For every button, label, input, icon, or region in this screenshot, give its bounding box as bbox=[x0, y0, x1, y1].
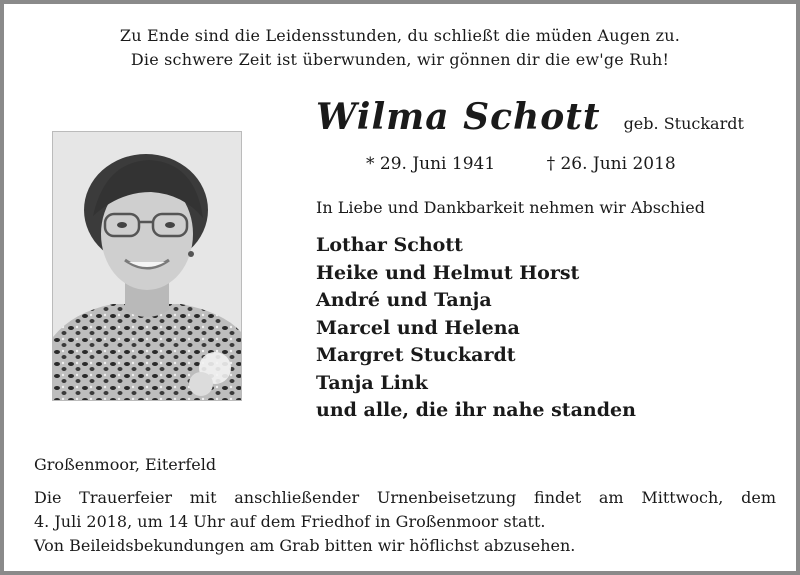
mourner-item: und alle, die ihr nahe standen bbox=[316, 399, 636, 421]
deceased-name: Wilma Schott bbox=[316, 96, 601, 138]
notice-line-2: 4. Juli 2018, um 14 Uhr auf dem Friedhof in Großenmoor statt. bbox=[34, 512, 546, 531]
poem-line-1: Zu Ende sind die Leidensstunden, du schließt die müden Augen zu. bbox=[119, 26, 681, 45]
portrait-photo bbox=[52, 131, 242, 401]
farewell-text: In Liebe und Dankbarkeit nehmen wir Abschied bbox=[316, 198, 706, 217]
poem bbox=[4, 24, 796, 72]
poem-line-2: Die schwere Zeit ist überwunden, wir gönnen dir die ew'ge Ruh! bbox=[130, 50, 670, 69]
life-dates bbox=[366, 154, 676, 174]
portrait-illustration bbox=[53, 132, 241, 400]
mourner-item: Lothar Schott bbox=[316, 234, 463, 256]
notice-line-3: Von Beileidsbekundungen am Grab bitten wir höflichst abzusehen. bbox=[34, 536, 576, 555]
mourner-item: Heike und Helmut Horst bbox=[316, 261, 580, 284]
notice-line-1: Die Trauerfeier mit anschließender Urnenbeisetzung findet am Mittwoch, dem bbox=[34, 488, 776, 507]
mourners-list bbox=[316, 232, 636, 425]
birth-date: * 29. Juni 1941 bbox=[366, 154, 496, 174]
funeral-notice bbox=[34, 486, 776, 558]
name-row bbox=[316, 96, 744, 138]
maiden-name: geb. Stuckardt bbox=[623, 114, 744, 133]
mourner-item: André und Tanja bbox=[316, 289, 492, 311]
death-date: † 26. Juni 2018 bbox=[546, 154, 676, 174]
mourner-item: Tanja Link bbox=[316, 371, 428, 394]
place-text: Großenmoor, Eiterfeld bbox=[34, 455, 217, 474]
mourner-item: Margret Stuckardt bbox=[316, 344, 516, 366]
mourner-item: Marcel und Helena bbox=[316, 316, 520, 339]
